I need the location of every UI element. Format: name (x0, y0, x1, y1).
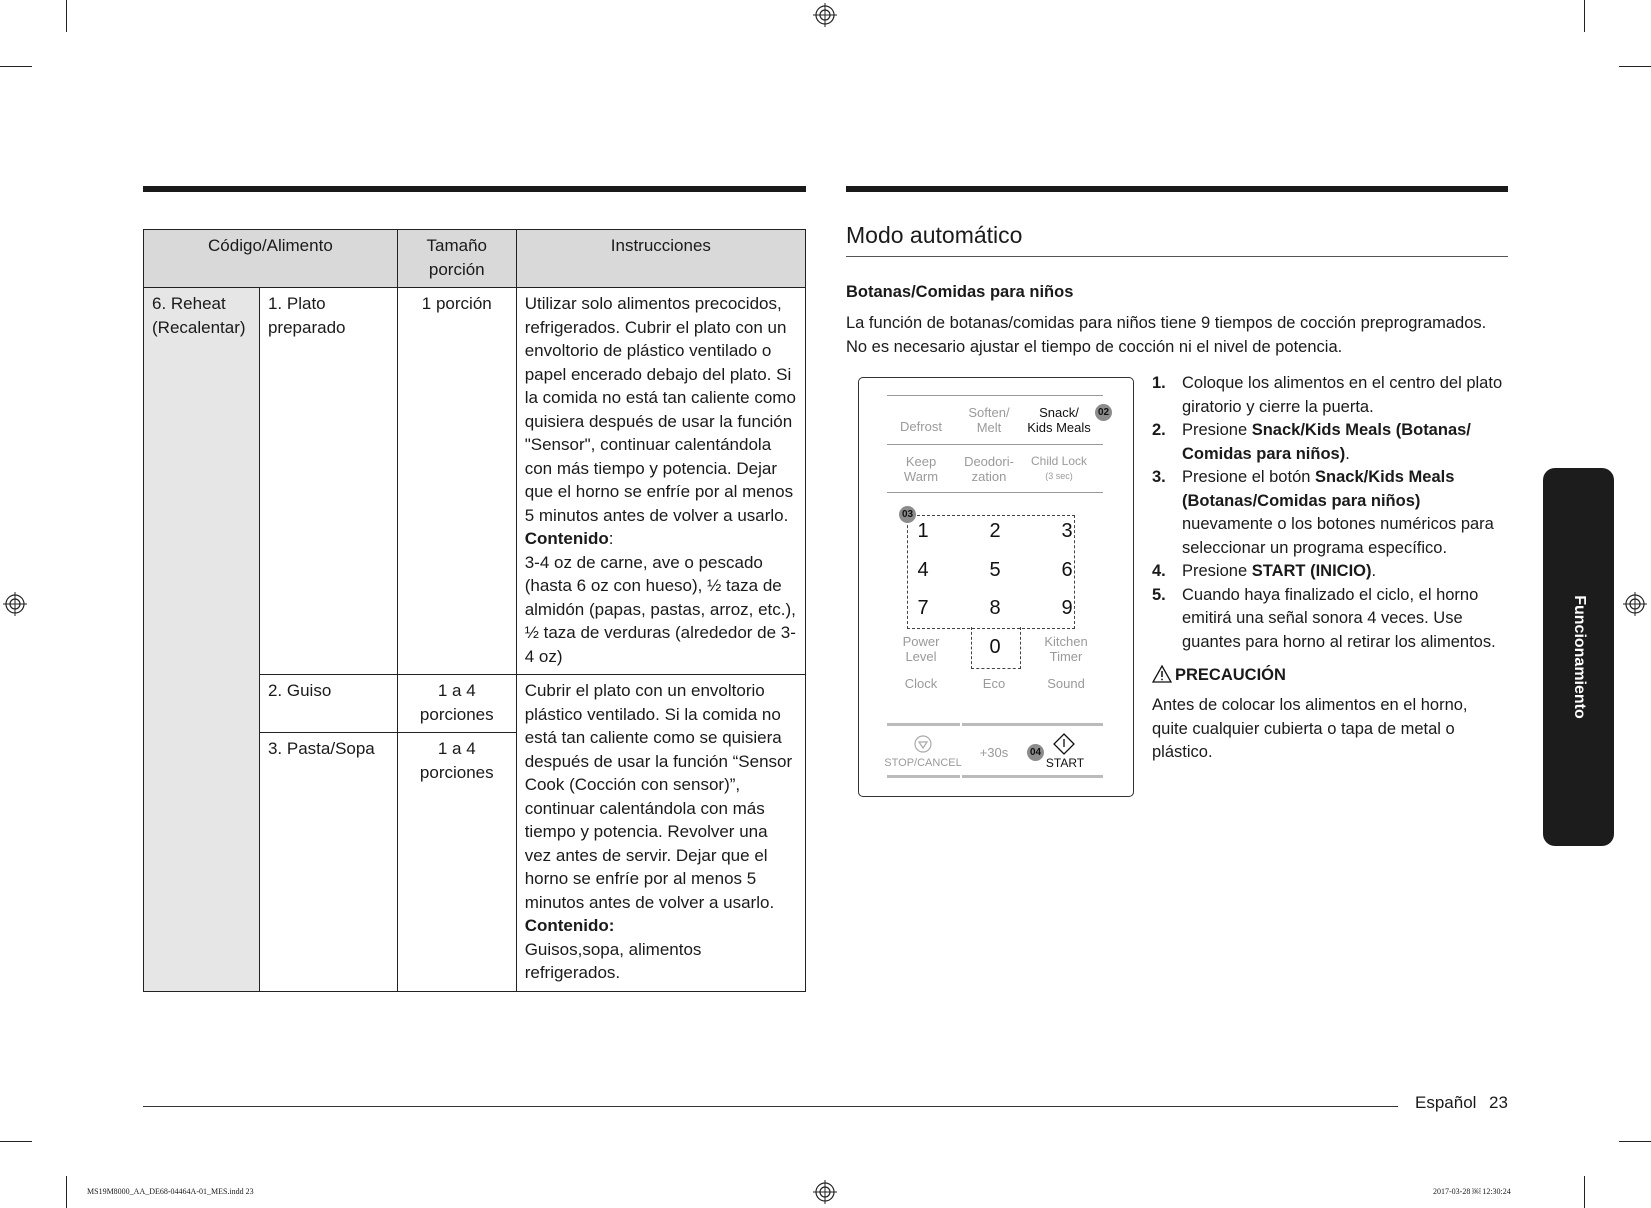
crop-mark (1619, 1141, 1651, 1142)
instructions-cell (516, 288, 805, 675)
child-lock-sub: (3 sec) (1045, 471, 1073, 481)
crop-mark (1584, 0, 1585, 32)
step-text: Cuando haya finalizado el ciclo, el horno emitirá una señal sonora 4 veces. Use guantes para horno al retirar los alimentos. (1182, 585, 1496, 651)
number-key-0: 0 (989, 636, 1001, 658)
top-rule-left (143, 186, 806, 192)
power-label-2: Level (905, 649, 937, 664)
defrost-button: Defrost (900, 419, 942, 434)
section-rule (846, 256, 1508, 257)
step-text-end: nuevamente o los botones numéricos para seleccionar un programa específico. (1182, 515, 1494, 557)
intro-paragraph: La función de botanas/comidas para niños tiene 9 tiempos de cocción preprogramados. No es necesario ajustar el tiempo de cocción ni el nivel de potencia. (846, 314, 1487, 356)
snack-kids-meals-button (1023, 405, 1095, 435)
side-tab-label: Funcionamiento (1570, 595, 1588, 719)
deodor-label-1: Deodori- (964, 454, 1014, 469)
list-item (1152, 584, 1510, 655)
food-cell: 2. Guiso (259, 675, 397, 733)
header-portion: Tamaño porción (397, 230, 516, 288)
food-cell: 3. Pasta/Sopa (259, 733, 397, 992)
portion-cell: 1 a 4 porciones (397, 733, 516, 992)
step-number: 4. (1152, 562, 1166, 580)
badge-04: 04 (1027, 744, 1044, 761)
keep-warm-button (881, 454, 961, 484)
content-text: Guisos,sopa, alimentos refrigerados. (524, 939, 702, 982)
step-text: Presione (1182, 421, 1252, 439)
badge-02: 02 (1095, 404, 1112, 421)
deodor-label-2: zation (971, 469, 1007, 484)
number-key-8: 8 (989, 597, 1001, 619)
caution-title: PRECAUCIÓN (1175, 666, 1286, 684)
panel-divider (887, 444, 1103, 445)
step-number: 3. (1152, 468, 1166, 486)
portion-cell: 1 a 4 porciones (397, 675, 516, 733)
child-lock-label: Child Lock (1030, 454, 1088, 468)
footer-language: Español (1415, 1093, 1477, 1112)
crop-mark (66, 0, 67, 32)
badge-03: 03 (899, 506, 916, 523)
category-cell: 6. Reheat (Recalentar) (144, 288, 260, 992)
number-key-4: 4 (917, 559, 929, 581)
number-key-2: 2 (989, 520, 1001, 542)
number-key-1: 1 (917, 520, 929, 542)
kitchen-label-2: Timer (1049, 649, 1083, 664)
crop-mark (66, 1176, 67, 1208)
child-lock-button (1023, 454, 1095, 484)
content-label: Contenido (524, 529, 609, 548)
caution-body: Antes de colocar los alimentos en el horno, quite cualquier cubierta o tapa de metal o plástico. (1152, 696, 1468, 761)
kitchen-timer-button (1029, 634, 1103, 664)
top-rule-right (846, 186, 1508, 192)
keep-label-1: Keep (905, 454, 937, 469)
registration-mark-icon (1623, 592, 1647, 616)
print-slug-date: 2017-03-28 ￼ 12:30:24 (1433, 1187, 1511, 1196)
step-text-end: . (1371, 562, 1377, 580)
list-item (1152, 560, 1510, 584)
deodorization-button (951, 454, 1027, 484)
snack-label-2: Kids Meals (1027, 420, 1091, 435)
number-key-7: 7 (917, 597, 929, 619)
crop-mark (0, 66, 32, 67)
table-header-row (144, 230, 806, 288)
registration-mark-icon (813, 3, 837, 27)
step-number: 2. (1152, 421, 1166, 439)
panel-divider (887, 395, 1103, 396)
content-label: Contenido: (524, 916, 615, 935)
list-item (1152, 419, 1510, 466)
panel-divider (887, 775, 960, 778)
food-cell: 1. Plato preparado (259, 288, 397, 675)
instructions-text: Cubrir el plato con un envoltorio plástico ventilado. Si la comida no está tan caliente como se quisiera después de usar la función “Sensor Cook (Cocción con sensor)”, continuar calentándola con más tiempo y potencia. Revolver una vez antes de servir. Dejar que el horno se enfríe por al menos 5 minutos antes de volver a usarlo. (524, 681, 793, 912)
step-text: Presione el botón (1182, 468, 1316, 486)
crop-mark (1619, 66, 1651, 67)
snack-label-1: Snack/ (1039, 405, 1079, 420)
panel-divider (962, 723, 1103, 726)
list-item (1152, 466, 1510, 560)
soften-melt-button (951, 405, 1027, 435)
page-number: 23 (1489, 1093, 1508, 1112)
soften-label-1: Soften/ (968, 405, 1010, 420)
crop-mark (0, 1141, 32, 1142)
number-key-5: 5 (989, 559, 1001, 581)
step-text: Presione (1182, 562, 1252, 580)
number-key-3: 3 (1061, 520, 1073, 542)
step-bold-text: Snack/Kids Meals (Botanas/ Comidas para niños) (1182, 421, 1471, 463)
step-number: 1. (1152, 374, 1166, 392)
power-level-button (884, 634, 958, 664)
instructions-text: Utilizar solo alimentos precocidos, refrigerados. Cubrir el plato con un envoltorio de plástico ventilado o papel encerado debajo del plato. Si la comida no está tan caliente como quisiera después de usar la función "Sensor", continuar calentándola con más tiempo y potencia. Dejar que el horno se enfríe por al menos 5 minutos antes de volver a usarlo. (524, 294, 796, 525)
kitchen-label-1: Kitchen (1044, 634, 1088, 649)
eco-button: Eco (982, 676, 1006, 691)
plus-30s-button: +30s (979, 745, 1009, 760)
steps-list (1152, 372, 1510, 654)
portion-cell: 1 porción (397, 288, 516, 675)
keep-label-2: Warm (903, 469, 939, 484)
power-label-1: Power (902, 634, 940, 649)
section-title: Modo automático (846, 222, 1023, 248)
start-button: START (1045, 756, 1085, 770)
step-bold-text: START (INICIO) (1251, 562, 1372, 580)
list-item (1152, 372, 1510, 419)
soften-label-2: Melt (976, 420, 1002, 435)
step-bold-text: Snack/Kids Meals (Botanas/Comidas para niños) (1182, 468, 1455, 510)
panel-divider (962, 775, 1103, 778)
number-key-6: 6 (1061, 559, 1073, 581)
instructions-cell (516, 675, 805, 992)
stop-cancel-button: STOP/CANCEL (884, 757, 962, 769)
content-text: 3-4 oz de carne, ave o pescado (hasta 6 oz con hueso), ½ taza de almidón (papas, pastas, arroz, etc.), ½ taza de verduras (alrededor de 3-4 oz) (524, 552, 796, 666)
registration-mark-icon (813, 1180, 837, 1204)
caution-heading (1152, 665, 1286, 685)
cooking-table (143, 229, 806, 992)
warning-icon (1152, 665, 1172, 683)
subheading: Botanas/Comidas para niños (846, 283, 1074, 301)
panel-divider (887, 492, 1103, 493)
registration-mark-icon (3, 592, 27, 616)
footer-rule (143, 1106, 1398, 1107)
clock-button: Clock (904, 676, 938, 691)
panel-divider (887, 723, 960, 726)
step-text-end: . (1345, 444, 1350, 463)
header-code-food: Código/Alimento (144, 230, 398, 288)
crop-mark (1584, 1176, 1585, 1208)
content-colon: : (608, 529, 614, 548)
step-text: Coloque los alimentos en el centro del plato giratorio y cierre la puerta. (1182, 374, 1503, 416)
stop-cancel-icon (914, 735, 932, 753)
control-panel-illustration (858, 377, 1134, 797)
section-side-tab (1543, 468, 1614, 846)
print-slug-file: MS19M8000_AA_DE68-04464A-01_MES.indd 23 (87, 1187, 254, 1196)
start-icon (1053, 733, 1075, 755)
step-number: 5. (1152, 585, 1166, 604)
sound-button: Sound (1047, 676, 1085, 691)
table-row (144, 288, 806, 675)
header-instructions: Instrucciones (516, 230, 805, 288)
number-key-9: 9 (1061, 597, 1073, 619)
